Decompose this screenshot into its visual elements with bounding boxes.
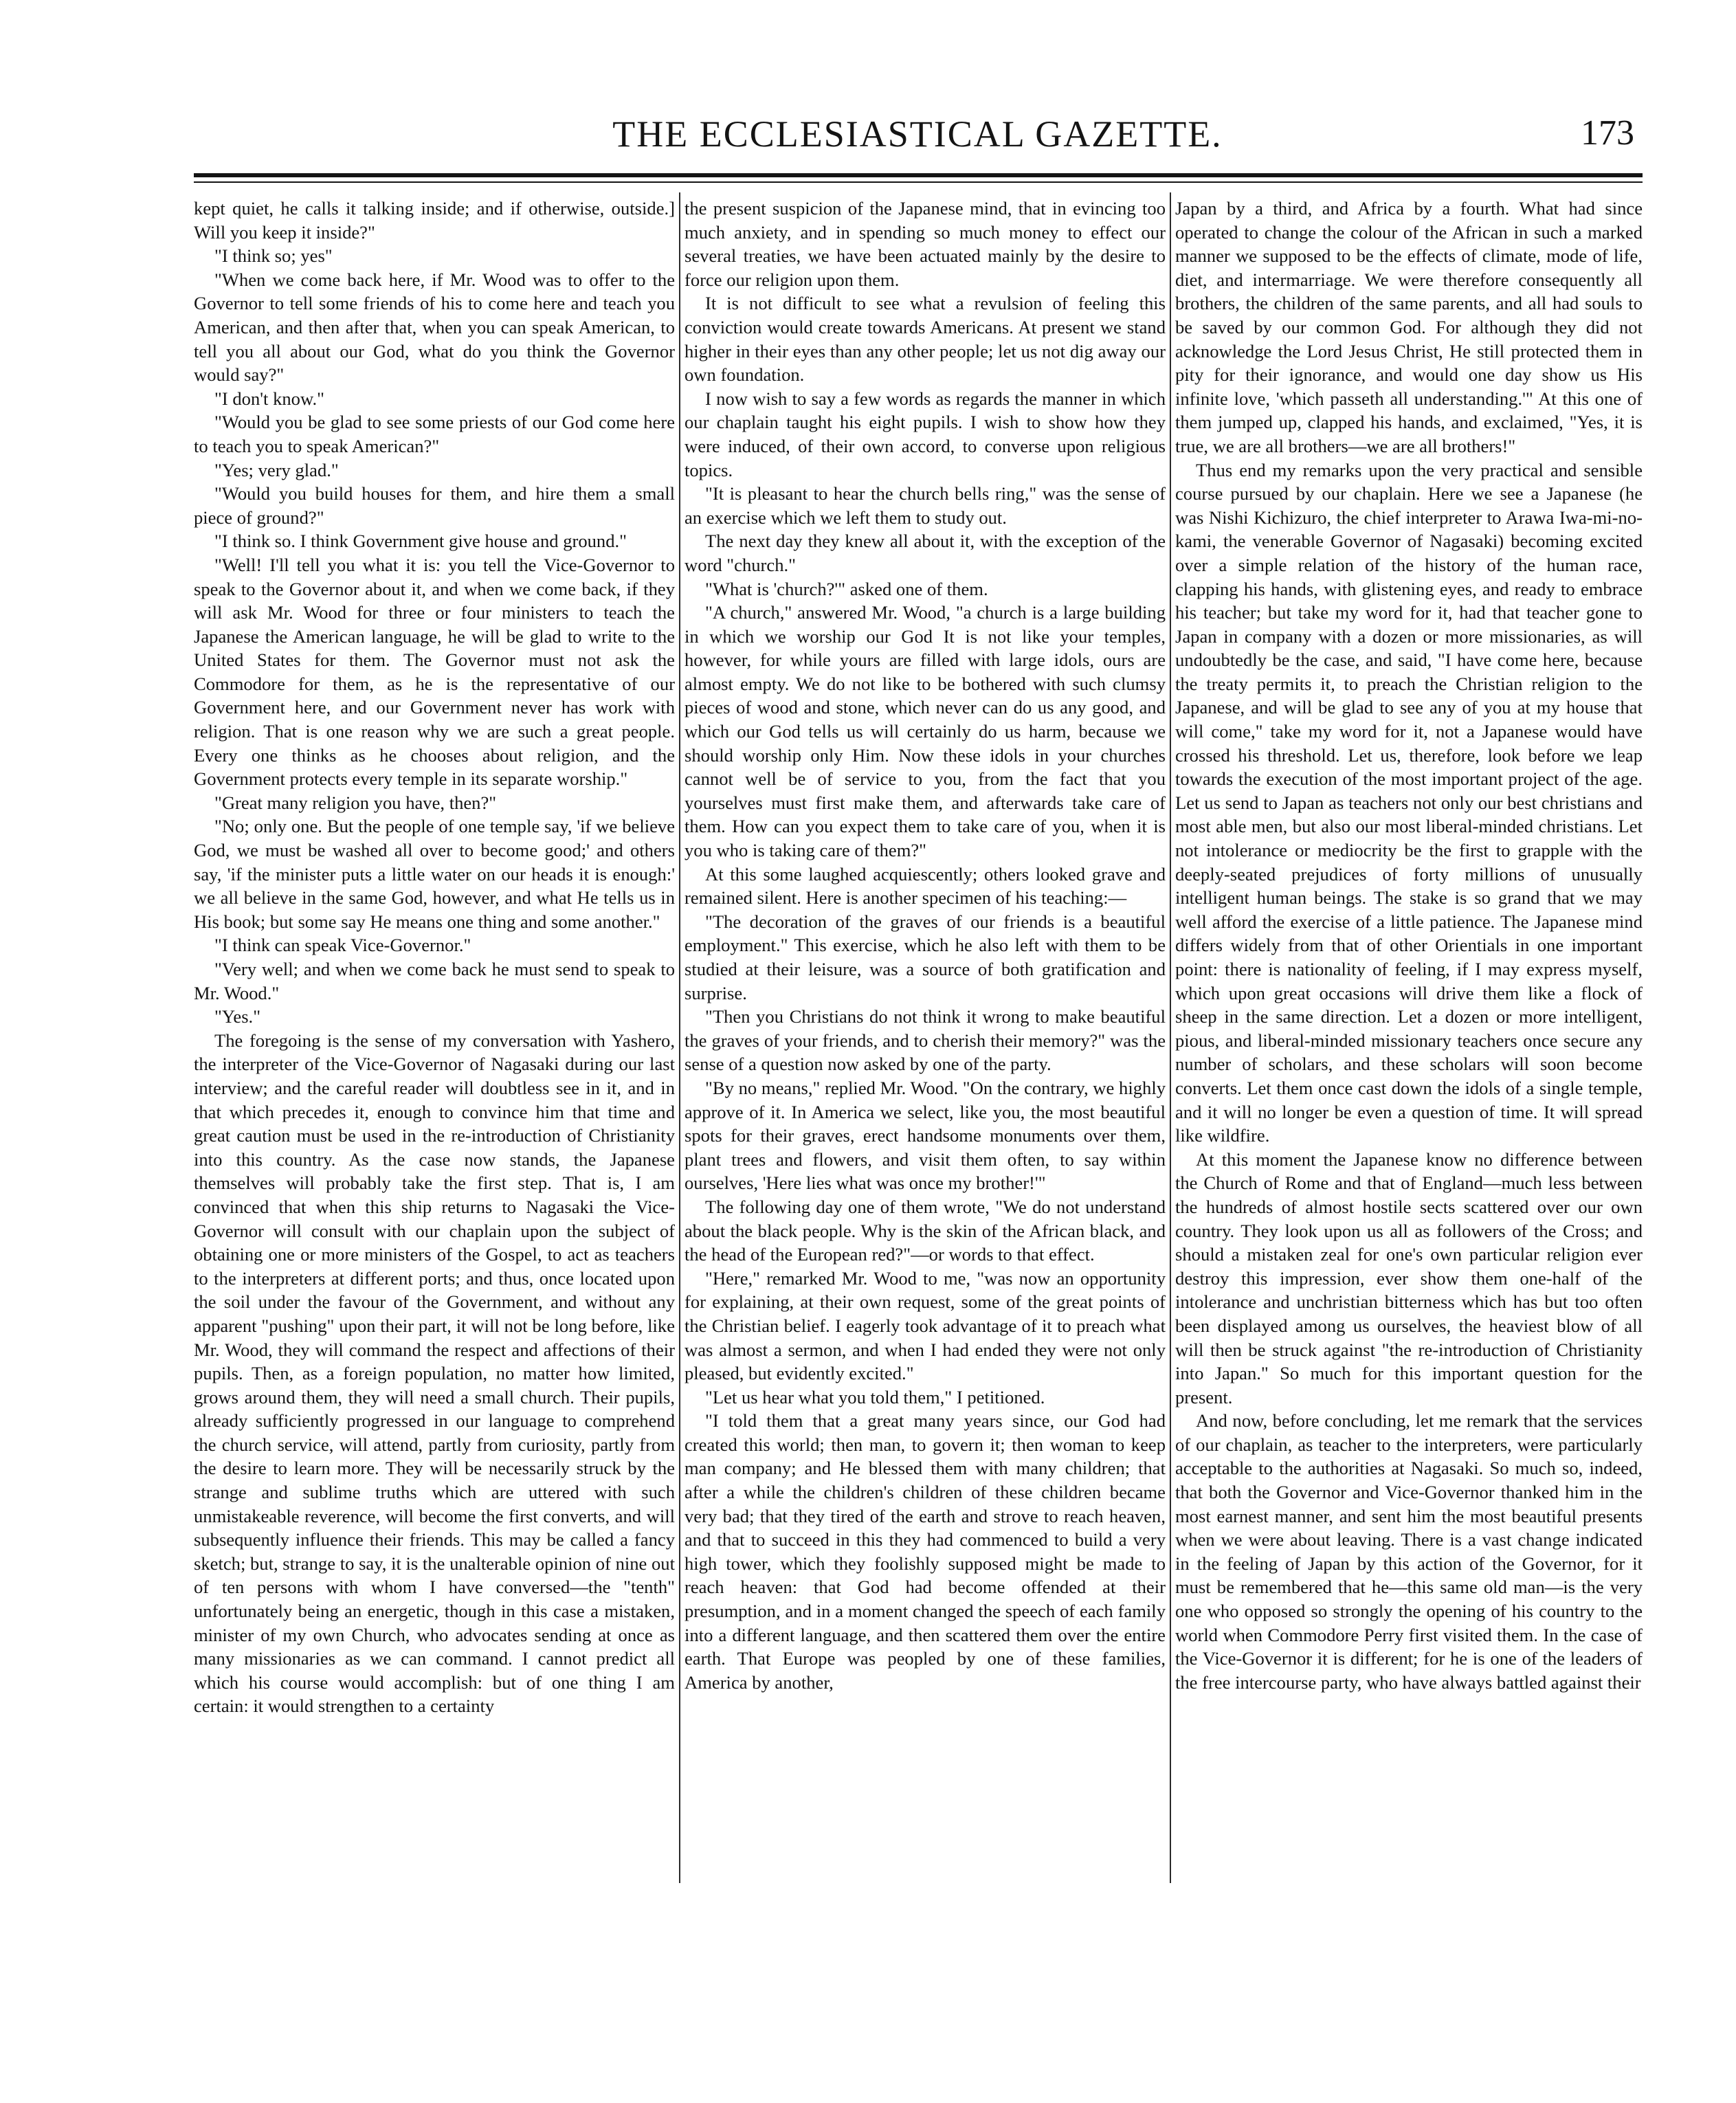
paragraph: "Yes; very glad." (214, 459, 339, 480)
text-column-2 (685, 197, 1166, 1887)
paragraph: "No; only one. But the people of one temple say, 'if we believe God, we must be washed all over to become good;' and others say, 'if the minister puts a little water on our heads it is enough:' we all believe in the same God, however, and what He tells us in His book; but some say He means one thing and some another." (194, 816, 675, 932)
paragraph: I now wish to say a few words as regards the manner in which our chaplain taught his eight pupils. I wish to show how they were induced, of their own accord, to converse upon religious topics. (685, 388, 1166, 480)
paragraph: "I think can speak Vice-Governor." (214, 935, 471, 956)
paragraph: Japan by a third, and Africa by a fourth. What had since operated to change the colour of the African in such a marked manner we supposed to be the effects of climate, mode of life, diet, and intermarriage. We were therefore consequently all brothers, the children of the same parents, and all had souls to be saved by our common God. For although they did not acknowledge the Lord Jesus Christ, He still protected them in pity for their ignorance, and would one day show us His infinite love, 'which passeth all understanding.'" At this one of them jumped up, clapped his hands, and exclaimed, "Yes, it is true, we are all brothers—we are all brothers!" (1175, 198, 1643, 456)
paragraph: "I told them that a great many years since, our God had created this world; then man, to govern it; then woman to keep man company; and He blessed them with many children; that after a while the children's children of these children became very bad; that they tired of the earth and strove to reach heaven, and that to succeed in this they had commenced to build a very high tower, which they foolishly supposed might be made to reach heaven: that God had become offended at their presumption, and in a moment changed the speech of each family into a different language, and then scattered them over the entire earth. That Europe was peopled by one of these families, America by another, (685, 1410, 1166, 1693)
page-number: 173 (1581, 113, 1634, 153)
paragraph: "I don't know." (214, 388, 324, 409)
paragraph: "I think so; yes" (214, 245, 333, 267)
paragraph: The next day they knew all about it, with the exception of the word "church." (685, 531, 1166, 575)
column-divider (679, 192, 680, 1883)
page-title: THE ECCLESIASTICAL GAZETTE. (612, 113, 1223, 155)
paragraph: "Yes." (214, 1006, 261, 1027)
paragraph: "When we come back here, if Mr. Wood was to offer to the Governor to tell some friends of his to come here and teach you American, and then after that, when you can speak American, to tell you all about our God, what do you think the Governor would say?" (194, 269, 675, 386)
paragraph: "It is pleasant to hear the church bells ring," was the sense of an exercise which we left them to study out. (685, 483, 1166, 528)
text-column-3 (1175, 197, 1643, 1887)
paragraph: "I think so. I think Government give house and ground." (214, 531, 627, 552)
paragraph: the present suspicion of the Japanese mind, that in evincing too much anxiety, and in spending so much money to effect our several treaties, we have been actuated mainly by the desire to force our religion upon them. (685, 198, 1166, 290)
paragraph: It is not difficult to see what a revulsion of feeling this conviction would create towards Americans. At present we stand higher in their eyes than any other people; let us not dig away our own foundation. (685, 293, 1166, 386)
paragraph: "Great many religion you have, then?" (214, 792, 497, 813)
paragraph: "Would you be glad to see some priests of our God come here to teach you to speak American?" (194, 412, 675, 456)
paragraph: Thus end my remarks upon the very practical and sensible course pursued by our chaplain. Here we see a Japanese (he was Nishi Kichizuro, the chief interpreter to Arawa Iwa-mi-no-kami, the venerable Governor of Nagasaki) becoming excited over a simple relation of the history of the human race, clapping his hands, with glistening eyes, and ready to embrace his teacher; but take my word for it, had that teacher gone to Japan in company with a dozen or more missionaries, as will undoubtedly be the case, and said, "I have come here, because the treaty permits it, to preach the Christian religion to the Japanese, and will be glad to see any of you at my house that will come," take my word for it, not a Japanese would have crossed his threshold. Let us, therefore, look before we leap towards the execution of the most important project of the age. Let us send to Japan as teachers not only our best christians and most able men, but also our most liberal-minded christians. Let not intolerance or mediocrity be the first to grapple with the deeply-seated prejudices of forty millions of unusually intelligent human beings. The stake is so grand that we may well afford the exercise of a little patience. The Japanese mind differs widely from that of other Orientials in one important point: there is nationality of feeling, if I may express myself, which upon great occasions will drive them like a flock of sheep in the same direction. Let a dozen or more intelligent, pious, and liberal-minded missionary teachers once secure any number of scholars, and these scholars will soon become converts. Let them once cast down the idols of a single temple, and it will no longer be even a question of time. It will spread like wildfire. (1175, 459, 1643, 1146)
paragraph: The foregoing is the sense of my conversation with Yashero, the interpreter of the Vice-Governor of Nagasaki during our last interview; and the careful reader will doubtless see in it, and in that which precedes it, enough to convince him that time and great caution must be used in the re-introduction of Christianity into this country. As the case now stands, the Japanese themselves will probably take the first step. That is, I am convinced that when this ship returns to Nagasaki the Vice-Governor will consult with our chaplain upon the subject of obtaining one or more ministers of the Gospel, to act as teachers to the interpreters at different ports; and thus, once located upon the soil under the favour of the Government, and without any apparent "pushing" upon their part, it will not be long before, like Mr. Wood, they will command the respect and affections of their pupils. Then, as a foreign population, no matter how limited, grows around them, they will need a small church. Their pupils, already sufficiently progressed in our language to comprehend the church service, will attend, partly from curiosity, partly from the desire to learn more. They will be necessarily struck by the strange and sublime truths which are uttered with such unmistakeable reverence, will become the first converts, and will subsequently influence their friends. This may be called a fancy sketch; but, strange to say, it is the unalterable opinion of nine out of ten persons with whom I have conversed—the "tenth" unfortunately being an energetic, though in this case a mistaken, minister of my own Church, who advocates sending at once as many missionaries as we can command. I cannot predict all which his course would accomplish: but of one thing I am certain: it would strengthen to a certainty (194, 1030, 675, 1717)
paragraph: "Let us hear what you told them," I petitioned. (705, 1386, 1045, 1407)
paragraph: kept quiet, he calls it talking inside; and if otherwise, outside.] Will you keep it inside?" (194, 198, 675, 243)
column-divider (1170, 192, 1171, 1883)
paragraph: "Very well; and when we come back he must send to speak to Mr. Wood." (194, 959, 675, 1003)
paragraph: "Well! I'll tell you what it is: you tell the Vice-Governor to speak to the Governor about it, and when we come back, if they will ask Mr. Wood for three or four ministers to teach the Japanese the American language, he will be glad to write to the United States for them. The Governor must not ask the Commodore for them, as he is the representative of our Government here, and our Government never has work with religion. That is one reason why we are such a great people. Every one thinks as he chooses about religion, and the Government protects every temple in its separate worship." (194, 554, 675, 790)
paragraph: "A church," answered Mr. Wood, "a church is a large building in which we worship our God It is not like your temples, however, for while yours are filled with large idols, ours are almost empty. We do not like to be bothered with such clumsy pieces of wood and stone, which never can do us any good, and which our God tells us will certainly do us harm, because we should worship only Him. Now these idols in your churches cannot well be of service to you, from the fact that you yourselves must first make them, and afterwards take care of them. How can you expect them to take care of you, when it is you who is taking care of them?" (685, 602, 1166, 861)
paragraph: "Here," remarked Mr. Wood to me, "was now an opportunity for explaining, at their own request, some of the great points of the Christian belief. I eagerly took advantage of it to preach what was almost a sermon, and when I had ended they were not only pleased, but evidently excited." (685, 1267, 1166, 1384)
paragraph: At this some laughed acquiescently; others looked grave and remained silent. Here is another specimen of his teaching:— (685, 863, 1166, 909)
paragraph: At this moment the Japanese know no difference between the Church of Rome and that of England—much less between the hundreds of almost hostile sects scattered over our own country. They look upon us all as followers of the Cross; and should a mistaken zeal for one's own particular religion ever destroy this impression, ever show them one-half of the intolerance and unchristian bitterness which has but too often been displayed among us ourselves, the heaviest blow of all will then be struck against "the re-introduction of Christianity into Japan." So much for this important question for the present. (1175, 1148, 1643, 1407)
paragraph: "Would you build houses for them, and hire them a small piece of ground?" (194, 483, 675, 528)
text-column-1 (194, 197, 675, 1887)
paragraph: "By no means," replied Mr. Wood. "On the contrary, we highly approve of it. In America we select, like you, the most beautiful spots for their graves, erect handsome monuments over them, plant trees and flowers, and visit them often, to say within ourselves, 'Here lies what was once my brother!'" (685, 1077, 1166, 1194)
header-rule-thin (194, 181, 1643, 183)
paragraph: "The decoration of the graves of our friends is a beautiful employment." This exercise, which he also left with them to be studied at their leisure, was a source of both gratification and surprise. (685, 911, 1166, 1003)
masthead (192, 109, 1643, 157)
paragraph: The following day one of them wrote, "We do not understand about the black people. Why is the skin of the African black, and the head of the European red?"—or words to that effect. (685, 1196, 1166, 1265)
paragraph: And now, before concluding, let me remark that the services of our chaplain, as teacher to the interpreters, were particularly acceptable to the authorities at Nagasaki. So much so, indeed, that both the Governor and Vice-Governor thanked him in the most earnest manner, and sent him the most beautiful presents when we were about leaving. There is a vast change indicated in the feeling of Japan by this action of the Governor, for it must be remembered that he—this same old man—is the very one who opposed so strongly the opening of his country to the world when Commodore Perry first visited them. In the case of the Vice-Governor it is different; for he is one of the leaders of the free intercourse party, who have always battled against their (1175, 1410, 1643, 1693)
paragraph: "Then you Christians do not think it wrong to make beautiful the graves of your friends, and to cherish their memory?" was the sense of a question now asked by one of the party. (685, 1006, 1166, 1075)
paragraph: "What is 'church?'" asked one of them. (705, 578, 988, 599)
header-rule-thick (194, 173, 1643, 177)
